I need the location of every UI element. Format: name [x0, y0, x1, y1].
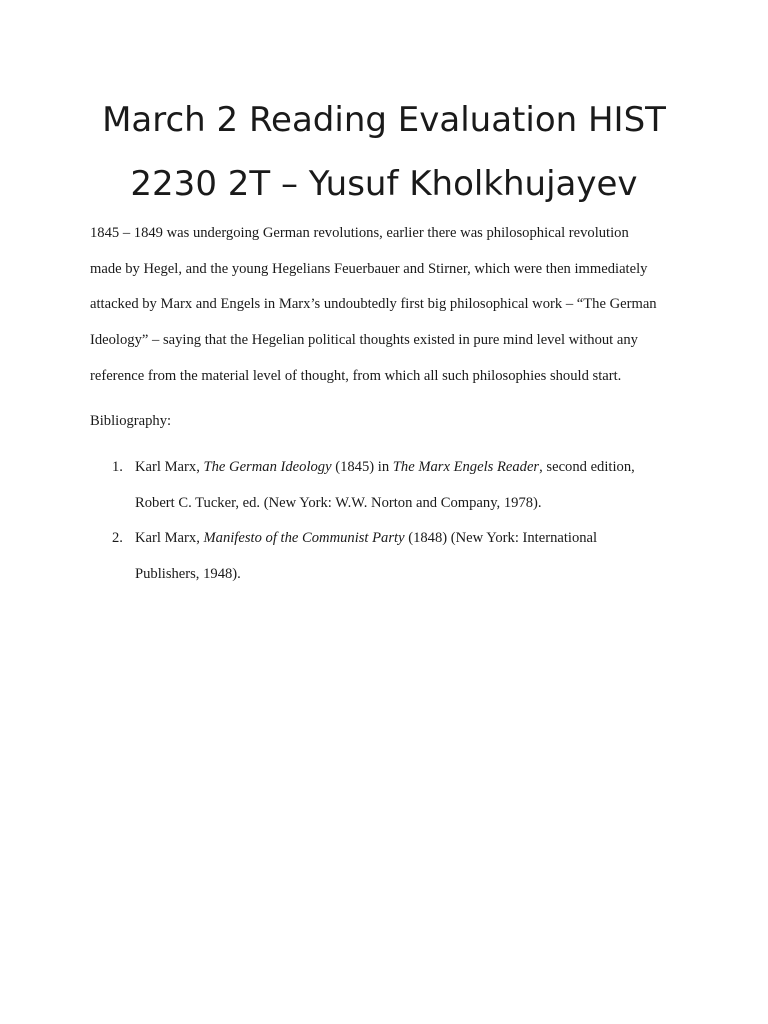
body-paragraph [90, 216, 690, 395]
paragraph-line: reference from the material level of thought, from which all such philosophies should start. [90, 367, 622, 384]
bibliography-item [90, 450, 690, 521]
bibliography-heading: Bibliography: [90, 413, 172, 429]
citation-author: Karl Marx, [135, 530, 204, 547]
citation-collection-title: The Marx Engels Reader [392, 459, 540, 475]
paragraph-line: Ideology” – saying that the Hegelian political thoughts existed in pure mind level without any [90, 332, 638, 349]
list-number: 2. [112, 530, 123, 547]
citation-work-title: Manifesto of the Communist Party [203, 530, 405, 547]
citation-text: (1848) (New York: International [404, 530, 598, 547]
paragraph-line: attacked by Marx and Engels in Marx’s undoubtedly first big philosophical work – “The German [90, 296, 657, 313]
citation-text: , second edition, [539, 459, 635, 475]
citation-line [135, 450, 690, 486]
citation-text: (1845) in [331, 459, 393, 475]
document-title [60, 88, 708, 216]
citation-line: Publishers, 1948). [135, 566, 241, 583]
list-number: 1. [112, 459, 123, 475]
title-line-2: 2230 2T – Yusuf Kholkhujayev [130, 164, 638, 204]
title-line-1: March 2 Reading Evaluation HIST [102, 100, 666, 140]
paragraph-line: 1845 – 1849 was undergoing German revolutions, earlier there was philosophical revolution [90, 225, 629, 241]
citation-work-title: The German Ideology [203, 459, 332, 475]
paragraph-line: made by Hegel, and the young Hegelians Feuerbauer and Stirner, which were then immediately [90, 260, 648, 277]
citation-line: Robert C. Tucker, ed. (New York: W.W. Norton and Company, 1978). [135, 494, 542, 511]
bibliography-item [90, 521, 690, 592]
citation-line [135, 521, 690, 557]
citation-author: Karl Marx, [135, 459, 204, 475]
bibliography-list [90, 450, 690, 593]
